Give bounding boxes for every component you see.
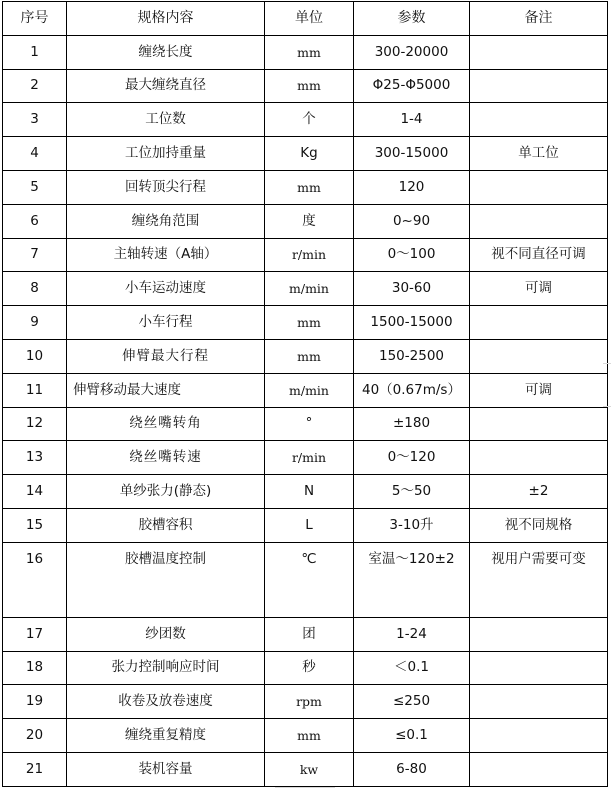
cell-note [470,407,608,441]
cell-no: 19 [3,685,67,719]
header-note: 备注 [470,2,608,36]
divider [603,406,611,407]
cell-no: 21 [3,752,67,786]
cell-note [470,719,608,753]
cell-spec: 缠绕角范围 [67,204,265,238]
cell-spec: 纱团数 [67,617,265,651]
cell-note: 视用户需要可变 [470,542,608,617]
cell-unit: ℃ [265,542,354,617]
cell-param: 0～120 [354,441,470,475]
cell-spec: 单纱张力(静态) [67,475,265,509]
cell-param: ＜0.1 [354,651,470,685]
cell-unit: r/min [265,238,354,272]
header-row [3,2,608,36]
cell-note: 单工位 [470,137,608,171]
cell-note [470,170,608,204]
cell-note [470,306,608,340]
cell-note: 视不同直径可调 [470,238,608,272]
cell-param: 30-60 [354,272,470,306]
table-row [3,407,608,441]
table-row [3,272,608,306]
cell-unit: kw [265,752,354,786]
spec-table [2,1,608,787]
cell-note [470,752,608,786]
table-row [3,69,608,103]
divider [275,787,335,788]
cell-spec: 胶槽温度控制 [67,542,265,617]
cell-param: 0~90 [354,204,470,238]
cell-no: 1 [3,35,67,69]
cell-no: 11 [3,373,67,407]
cell-unit: 度 [265,204,354,238]
cell-no: 20 [3,719,67,753]
cell-no: 17 [3,617,67,651]
cell-no: 2 [3,69,67,103]
cell-param: 1500-15000 [354,306,470,340]
table-row [3,617,608,651]
cell-unit: rpm [265,685,354,719]
cell-unit: L [265,508,354,542]
header-no: 序号 [3,2,67,36]
cell-spec: 胶槽容积 [67,508,265,542]
table-row [3,339,608,373]
cell-no: 5 [3,170,67,204]
cell-spec: 工位加持重量 [67,137,265,171]
cell-spec: 小车运动速度 [67,272,265,306]
cell-unit: 个 [265,103,354,137]
cell-note [470,617,608,651]
header-spec: 规格内容 [67,2,265,36]
cell-param: 3-10升 [354,508,470,542]
cell-unit: mm [265,35,354,69]
cell-param: Φ25-Φ5000 [354,69,470,103]
table-row [3,719,608,753]
cell-note [470,204,608,238]
cell-spec: 最大缠绕直径 [67,69,265,103]
cell-param: 150-2500 [354,339,470,373]
cell-no: 15 [3,508,67,542]
cell-param: 1-4 [354,103,470,137]
table-row [3,137,608,171]
cell-note [470,35,608,69]
cell-unit: m/min [265,373,354,407]
cell-spec: 回转顶尖行程 [67,170,265,204]
divider [603,363,611,364]
table-row [3,170,608,204]
header-unit: 单位 [265,2,354,36]
table-row [3,752,608,786]
cell-param: 6-80 [354,752,470,786]
cell-spec: 伸臂最大行程 [67,339,265,373]
cell-no: 16 [3,542,67,617]
cell-unit: r/min [265,441,354,475]
cell-no: 8 [3,272,67,306]
cell-unit: mm [265,170,354,204]
header-param: 参数 [354,2,470,36]
table-row [3,35,608,69]
cell-unit: N [265,475,354,509]
table-row [3,238,608,272]
table-row [3,542,608,617]
cell-spec: 缠绕长度 [67,35,265,69]
cell-param: 120 [354,170,470,204]
cell-note: ±2 [470,475,608,509]
cell-param: 0～100 [354,238,470,272]
cell-spec: 装机容量 [67,752,265,786]
cell-note [470,69,608,103]
cell-note [470,651,608,685]
table-row [3,306,608,340]
cell-no: 3 [3,103,67,137]
cell-unit: Kg [265,137,354,171]
cell-spec: 收卷及放卷速度 [67,685,265,719]
cell-spec: 主轴转速（A轴） [67,238,265,272]
cell-param: 40（0.67m/s） [354,373,470,407]
cell-param: 室温～120±2 [354,542,470,617]
cell-note [470,685,608,719]
cell-unit: m/min [265,272,354,306]
cell-param: ±180 [354,407,470,441]
table-row [3,373,608,407]
cell-param: 1-24 [354,617,470,651]
cell-note [470,103,608,137]
cell-param: 300-15000 [354,137,470,171]
cell-unit: mm [265,69,354,103]
table-row [3,204,608,238]
cell-unit: 团 [265,617,354,651]
cell-spec: 张力控制响应时间 [67,651,265,685]
cell-note: 视不同规格 [470,508,608,542]
cell-spec: 小车行程 [67,306,265,340]
cell-param: 300-20000 [354,35,470,69]
table-row [3,685,608,719]
cell-no: 4 [3,137,67,171]
cell-param: ≤0.1 [354,719,470,753]
cell-no: 7 [3,238,67,272]
table-row [3,441,608,475]
cell-unit: 秒 [265,651,354,685]
cell-no: 14 [3,475,67,509]
cell-note: 可调 [470,272,608,306]
table-row [3,475,608,509]
cell-note: 可调 [470,373,608,407]
table-row [3,651,608,685]
cell-unit: ° [265,407,354,441]
cell-spec: 伸臂移动最大速度 [67,373,265,407]
cell-spec: 缠绕重复精度 [67,719,265,753]
cell-spec: 工位数 [67,103,265,137]
cell-note [470,339,608,373]
cell-unit: mm [265,339,354,373]
table-body [3,35,608,786]
cell-note [470,441,608,475]
cell-spec: 绕丝嘴转角 [67,407,265,441]
cell-no: 10 [3,339,67,373]
cell-no: 13 [3,441,67,475]
cell-no: 12 [3,407,67,441]
cell-no: 9 [3,306,67,340]
cell-no: 6 [3,204,67,238]
cell-spec: 绕丝嘴转速 [67,441,265,475]
cell-no: 18 [3,651,67,685]
table-row [3,508,608,542]
cell-unit: mm [265,719,354,753]
table-row [3,103,608,137]
cell-param: 5～50 [354,475,470,509]
cell-unit: mm [265,306,354,340]
cell-param: ≤250 [354,685,470,719]
